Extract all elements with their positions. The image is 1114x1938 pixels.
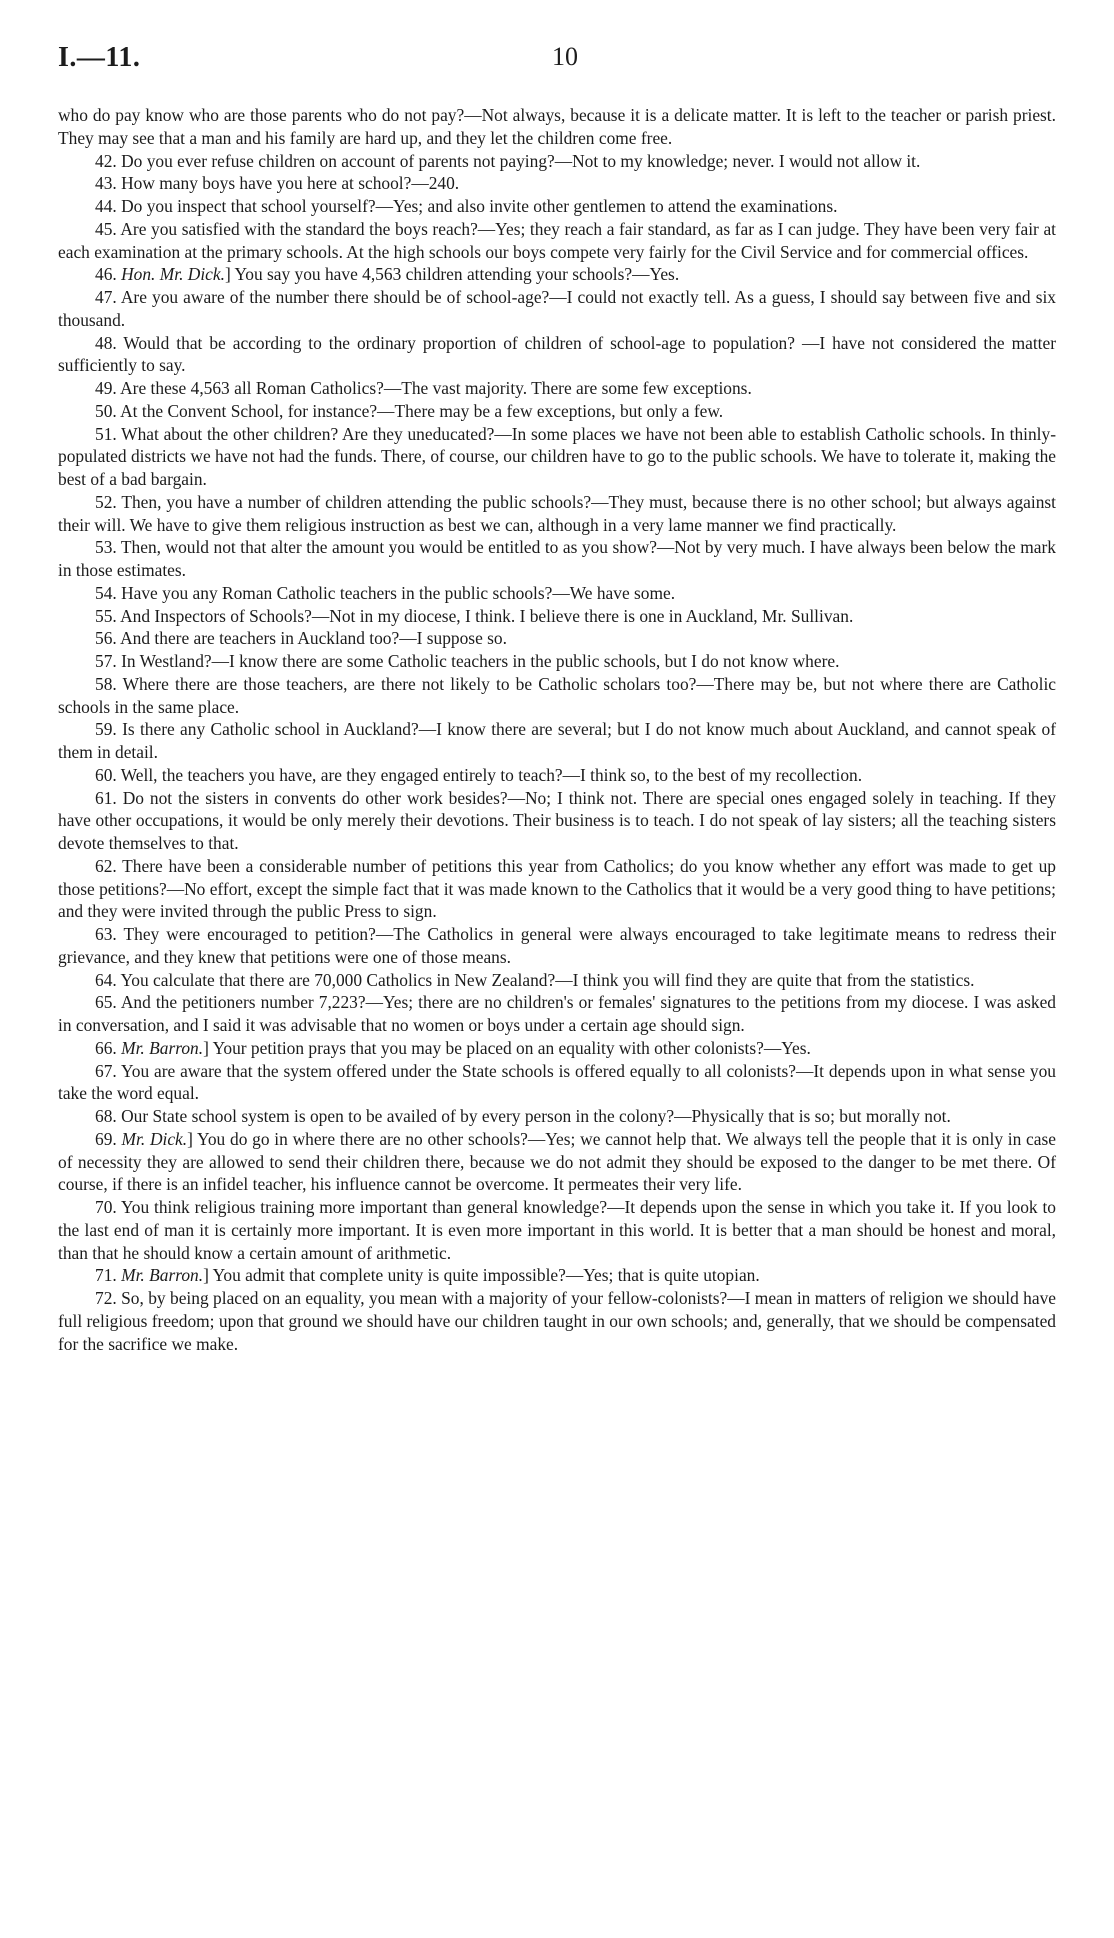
paragraph: 42. Do you ever refuse children on account of parents not paying?—Not to my knowledge; never. I would not allow it.: [95, 150, 921, 171]
paragraph: 70. You think religious training more important than general knowledge?—It depends upon the sense in which you take it. If you look to the last end of man it is certainly more important. It is even more important in this world. It is better that a man should be honest and moral, than that he should know a certain amount of arithmetic.: [58, 1197, 1056, 1263]
document-reference: I.—11.: [58, 42, 141, 73]
paragraph: 71. Mr. Barron.] You admit that complete unity is quite impossible?—Yes; that is quite utopian.: [95, 1265, 760, 1286]
paragraph: 43. How many boys have you here at school?—240.: [95, 173, 460, 194]
paragraph: 46. Hon. Mr. Dick.] You say you have 4,563 children attending your schools?—Yes.: [95, 264, 680, 285]
speaker-name: Mr. Barron.: [121, 1265, 204, 1286]
paragraph: 67. You are aware that the system offered under the State schools is offered equally to all colonists?—It depends upon in what sense you take the word equal.: [58, 1060, 1056, 1104]
paragraph: 64. You calculate that there are 70,000 Catholics in New Zealand?—I think you will find they are quite that from the statistics.: [95, 969, 975, 990]
paragraph: 48. Would that be according to the ordinary proportion of children of school-age to population? —I have not considered the matter sufficiently to say.: [58, 332, 1056, 376]
paragraph: 62. There have been a considerable number of petitions this year from Catholics; do you know whether any effort was made to get up those petitions?—No effort, except the simple fact that it was made known to the Catholics that it would be a very good thing to have petitions; and they were invited through the public Press to sign.: [58, 855, 1056, 922]
paragraph: 47. Are you aware of the number there should be of school-age?—I could not exactly tell. As a guess, I should say between five and six thousand.: [58, 287, 1056, 330]
speaker-name: Mr. Barron.: [121, 1037, 204, 1058]
page-number: 10: [552, 42, 578, 71]
page-header: [58, 42, 1056, 98]
paragraph: 65. And the petitioners number 7,223?—Yes; there are no children's or females' signatures to the petitions from my diocese. I was asked in conversation, and I said it was advisable that no women or boys under a certain age should sign.: [58, 992, 1056, 1035]
paragraph: who do pay know who are those parents who do not pay?—Not always, because it is a delicate matter. It is left to the teacher or parish priest. They may see that a man and his family are hard up, and they let the children come free.: [58, 105, 1056, 148]
paragraph: 50. At the Convent School, for instance?—There may be a few exceptions, but only a few.: [95, 400, 724, 421]
paragraph: 60. Well, the teachers you have, are they engaged entirely to teach?—I think so, to the best of my recollection.: [95, 764, 863, 785]
paragraph: 49. Are these 4,563 all Roman Catholics?—The vast majority. There are some few exceptions.: [95, 378, 752, 398]
speaker-name: Hon. Mr. Dick.: [121, 264, 225, 285]
speaker-name: Mr. Dick.: [121, 1128, 188, 1149]
paragraph: 56. And there are teachers in Auckland too?—I suppose so.: [95, 628, 507, 649]
paragraph: 44. Do you inspect that school yourself?—Yes; and also invite other gentlemen to attend the examinations.: [95, 196, 838, 216]
paragraph: 63. They were encouraged to petition?—The Catholics in general were always encouraged to take legitimate means to redress their grievance, and they knew that petitions were one of those means.: [58, 924, 1056, 967]
paragraph: 58. Where there are those teachers, are there not likely to be Catholic scholars too?—There may be, but not where there are Catholic schools in the same place.: [58, 673, 1056, 717]
paragraph: 72. So, by being placed on an equality, you mean with a majority of your fellow-colonists?—I mean in matters of religion we should have full religious freedom; upon that ground we should have our children taught in our own schools; and, generally, that we should be compensated for the sacrifice we make.: [58, 1288, 1056, 1354]
paragraph: 55. And Inspectors of Schools?—Not in my diocese, I think. I believe there is one in Auckland, Mr. Sullivan.: [95, 605, 854, 626]
evidence-text: [58, 104, 1056, 1355]
paragraph: 45. Are you satisfied with the standard the boys reach?—Yes; they reach a fair standard, as far as I can judge. They have been very fair at each examination at the primary schools. At the high schools our boys compete very fairly for the Civil Service and for commercial offices.: [58, 218, 1056, 262]
document-page: [58, 42, 1056, 1355]
paragraph: 57. In Westland?—I know there are some Catholic teachers in the public schools, but I do not know where.: [95, 651, 840, 671]
paragraph: 61. Do not the sisters in convents do other work besides?—No; I think not. There are special ones engaged solely in teaching. If they have other occupations, it would be only merely their devotions. Their business is to teach. I do not speak of lay sisters; all the teaching sisters devote themselves to that.: [58, 787, 1056, 853]
paragraph: 69. Mr. Dick.] You do go in where there are no other schools?—Yes; we cannot help that. We always tell the people that it is only in case of necessity they are allowed to send their children there, because we do not admit they should be exposed to the danger to be met there. Of course, if there is an infidel teacher, his influence cannot be overcome. It permeates their very life.: [58, 1128, 1056, 1195]
paragraph: 51. What about the other children? Are they uneducated?—In some places we have not been able to establish Catholic schools. In thinly-populated districts we have not had the funds. There, of course, our children have to go to the public schools. We have to tolerate it, making the best of a bad bargain.: [58, 423, 1056, 489]
paragraph: 54. Have you any Roman Catholic teachers in the public schools?—We have some.: [95, 582, 676, 603]
paragraph: 52. Then, you have a number of children attending the public schools?—They must, because there is no other school; but always against their will. We have to give them religious instruction as best we can, although in a very lame manner we find practically.: [58, 491, 1056, 535]
paragraph: 66. Mr. Barron.] Your petition prays that you may be placed on an equality with other colonists?—Yes.: [95, 1037, 811, 1058]
paragraph: 53. Then, would not that alter the amount you would be entitled to as you show?—Not by very much. I have always been below the mark in those estimates.: [58, 537, 1056, 580]
paragraph: 68. Our State school system is open to be availed of by every person in the colony?—Physically that is so; but morally not.: [95, 1106, 951, 1126]
paragraph: 59. Is there any Catholic school in Auckland?—I know there are several; but I do not know much about Auckland, and cannot speak of them in detail.: [58, 719, 1056, 762]
